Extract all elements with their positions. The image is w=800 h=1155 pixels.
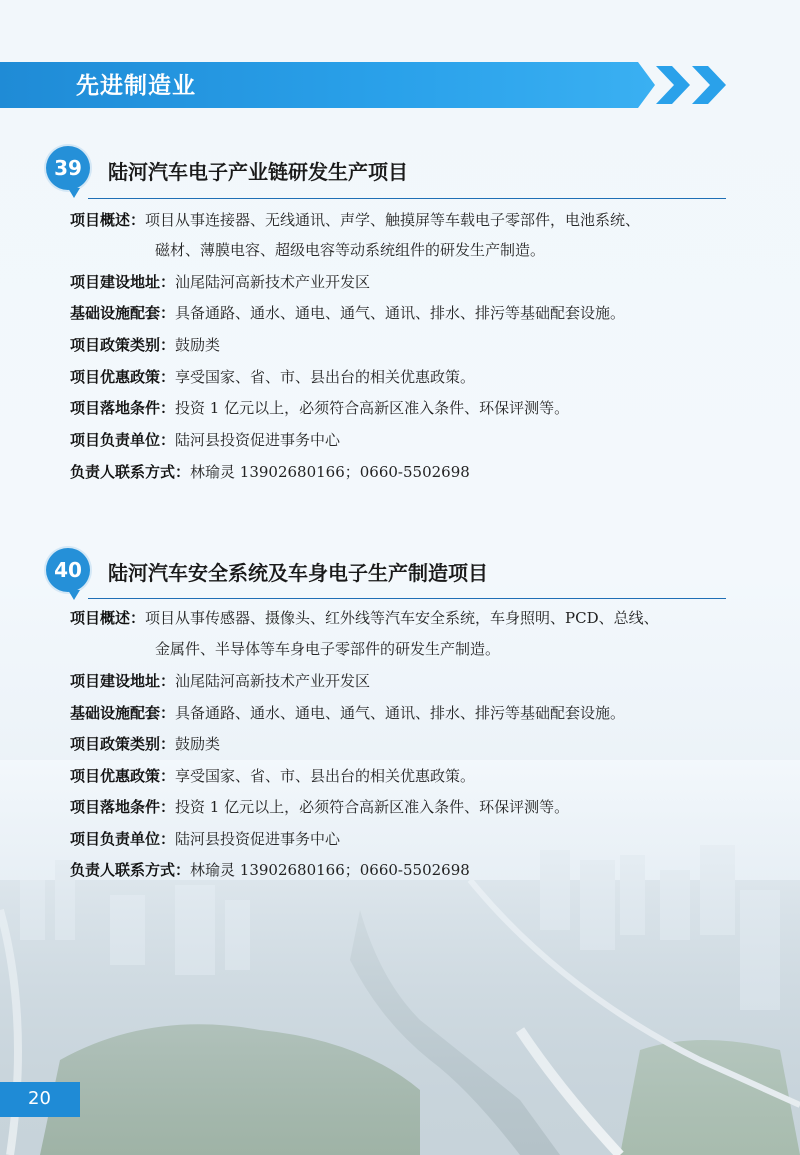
double-chevron-right-icon [652, 62, 742, 108]
condition-label: 项目落地条件： [70, 798, 176, 816]
title-divider [88, 598, 726, 599]
infra-value: 具备通路、通水、通电、通气、通讯、排水、排污等基础配套设施。 [175, 304, 626, 322]
overview-row [70, 607, 740, 629]
contact-value: 林瑜灵 13902680166；0660-5502698 [190, 463, 470, 481]
policy-type-value: 鼓励类 [175, 336, 221, 354]
contact-row [70, 461, 740, 483]
site-row [70, 271, 740, 293]
policy-type-row [70, 334, 740, 356]
page-number: 20 [28, 1088, 51, 1109]
overview-value: 项目从事传感器、摄像头、红外线等汽车安全系统，车身照明、PCD、总线、 [145, 609, 659, 627]
condition-row [70, 796, 740, 818]
overview-continuation: 磁材、薄膜电容、超级电容等动系统组件的研发生产制造。 [155, 241, 546, 259]
project-title: 陆河汽车安全系统及车身电子生产制造项目 [108, 561, 488, 585]
site-value: 汕尾陆河高新技术产业开发区 [175, 672, 371, 690]
condition-row [70, 397, 740, 419]
infra-row [70, 302, 740, 324]
policy-type-label: 项目政策类别： [70, 336, 176, 354]
benefit-value: 享受国家、省、市、县出台的相关优惠政策。 [175, 767, 476, 785]
infra-value: 具备通路、通水、通电、通气、通讯、排水、排污等基础配套设施。 [175, 704, 626, 722]
condition-label: 项目落地条件： [70, 399, 176, 417]
site-row [70, 670, 740, 692]
benefit-label: 项目优惠政策： [70, 368, 176, 386]
city-aerial-illustration [0, 760, 800, 1155]
unit-value: 陆河县投资促进事务中心 [175, 431, 341, 449]
unit-label: 项目负责单位： [70, 830, 176, 848]
infra-label: 基础设施配套： [70, 304, 176, 322]
benefit-label: 项目优惠政策： [70, 767, 176, 785]
infra-label: 基础设施配套： [70, 704, 176, 722]
infra-row [70, 702, 740, 724]
overview-continuation: 金属件、半导体等车身电子零部件的研发生产制造。 [155, 640, 501, 658]
project-title: 陆河汽车电子产业链研发生产项目 [108, 160, 408, 184]
overview-label: 项目概述： [70, 211, 146, 229]
unit-value: 陆河县投资促进事务中心 [175, 830, 341, 848]
section-title: 先进制造业 [76, 73, 196, 99]
overview-value: 项目从事连接器、无线通讯、声学、触摸屏等车载电子零部件，电池系统、 [145, 211, 641, 229]
title-divider [88, 198, 726, 199]
condition-value: 投资 1 亿元以上，必须符合高新区准入条件、环保评测等。 [175, 399, 570, 417]
contact-label: 负责人联系方式： [70, 463, 191, 481]
site-label: 项目建设地址： [70, 672, 176, 690]
contact-label: 负责人联系方式： [70, 861, 191, 879]
unit-row [70, 828, 740, 850]
site-label: 项目建设地址： [70, 273, 176, 291]
policy-type-value: 鼓励类 [175, 735, 221, 753]
condition-value: 投资 1 亿元以上，必须符合高新区准入条件、环保评测等。 [175, 798, 570, 816]
benefit-row [70, 366, 740, 388]
benefit-row [70, 765, 740, 787]
site-value: 汕尾陆河高新技术产业开发区 [175, 273, 371, 291]
policy-type-row [70, 733, 740, 755]
unit-row [70, 429, 740, 451]
project-number-badge: 40 [46, 548, 90, 592]
overview-row [70, 209, 740, 231]
overview-label: 项目概述： [70, 609, 146, 627]
unit-label: 项目负责单位： [70, 431, 176, 449]
benefit-value: 享受国家、省、市、县出台的相关优惠政策。 [175, 368, 476, 386]
project-number-badge: 39 [46, 146, 90, 190]
contact-row [70, 859, 740, 881]
contact-value: 林瑜灵 13902680166；0660-5502698 [190, 861, 470, 879]
policy-type-label: 项目政策类别： [70, 735, 176, 753]
